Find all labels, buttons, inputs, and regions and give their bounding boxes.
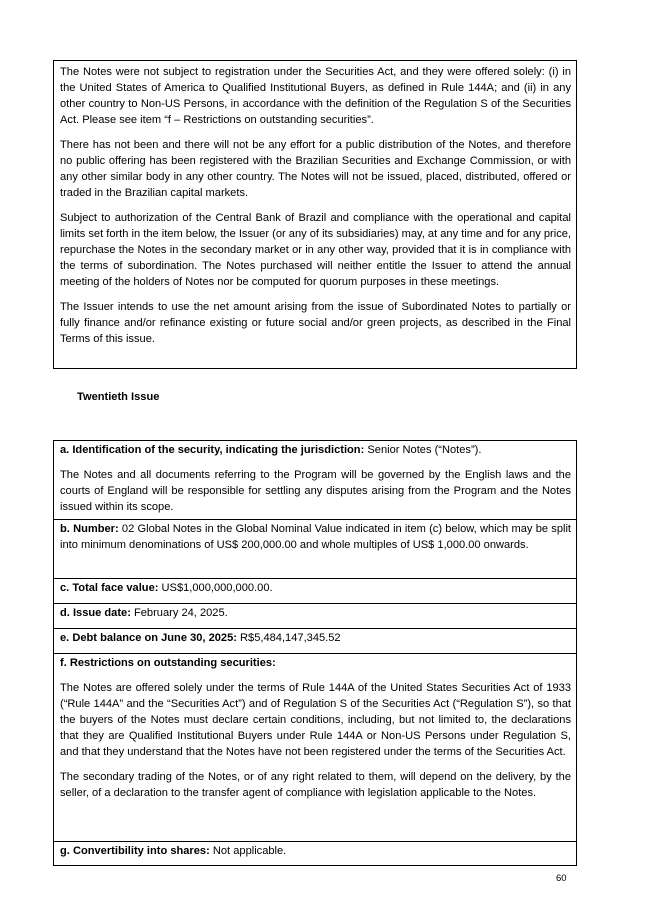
paragraph-use-of-proceeds: The Issuer intends to use the net amount arising from the issue of Subordinated Notes to partially or fully finance and/or refinance existing or future social and/or green projects, as described in the Final Terms of this issue.: [60, 301, 571, 345]
item-f-paragraph-secondary-trading: The secondary trading of the Notes, or of any right related to them, will depend on the delivery, by the seller, of a declaration to the transfer agent of compliance with legislation applicable to the Notes.: [60, 771, 571, 799]
paragraph-repurchase: Subject to authorization of the Central Bank of Brazil and compliance with the operational and capital limits set forth in the item below, the Issuer (or any of its subsidiaries) may, at any time and for any price, repurchase the Notes in the secondary market or in any other way, provided that it is in compliance with the terms of subordination. The Notes purchased will neither entitle the Issuer to attend the annual meeting of the holders of Notes nor be computed for quorum purposes in these meetings.: [60, 212, 571, 288]
item-g-value: Not applicable.: [209, 845, 287, 857]
item-e-value: R$5,484,147,345.52: [236, 632, 341, 644]
item-d-value: February 24, 2025.: [130, 607, 228, 619]
item-d-issue-date: [54, 604, 576, 629]
item-d-line: [60, 605, 571, 621]
item-f-paragraph-rule-144a: The Notes are offered solely under the terms of Rule 144A of the United States Securities Act of 1933 (“Rule 144A” and the “Securities Act”) and of Regulation S of the Securities Act (“Regulation S”), so that the buyers of the Notes must declare certain conditions, including, but not limited to, the declarations that they are Qualified Institutional Buyers under Rule 144A or Non-US Persons under Regulation S, and that they understand that the Notes have not been registered under the terms of the Securities Act.: [60, 682, 571, 758]
item-g-line: [60, 843, 571, 859]
item-a-governing-law: The Notes and all documents referring to the Program will be governed by the English laws and the courts of England will be responsible for settling any disputes arising from the Program and the Notes issued within its scope.: [60, 469, 571, 513]
item-b-label: b. Number:: [60, 523, 119, 535]
item-a-value: Senior Notes (“Notes”).: [364, 444, 482, 456]
item-f-label: f. Restrictions on outstanding securities:: [60, 657, 276, 669]
item-e-label: e. Debt balance on June 30, 2025:: [60, 632, 237, 644]
page-number: 60: [556, 873, 567, 884]
item-g-convertibility: [54, 842, 576, 865]
item-c-value: US$1,000,000,000.00.: [158, 582, 273, 594]
item-a-identification: [54, 441, 576, 520]
paragraph-no-public-offering: There has not been and there will not be any effort for a public distribution of the Notes, and therefore no public offering has been registered with the Brazilian Securities and Exchange Commission, or with any other similar body in any other country. The Notes will not be issued, placed, distributed, offered or traded in the Brazilian capital markets.: [60, 139, 571, 199]
item-c-total-face-value: [54, 579, 576, 604]
issue-details-table: [53, 440, 577, 866]
item-b-number: [54, 520, 576, 579]
item-d-label: d. Issue date:: [60, 607, 131, 619]
item-g-label: g. Convertibility into shares:: [60, 845, 210, 857]
item-b-value: 02 Global Notes in the Global Nominal Value indicated in item (c) below, which may be split into minimum denominations of US$ 200,000.00 and whole multiples of US$ 1,000.00 onwards.: [60, 523, 571, 551]
issue-heading: Twentieth Issue: [77, 391, 160, 403]
paragraph-registration: The Notes were not subject to registration under the Securities Act, and they were offered solely: (i) in the United States of America to Qualified Institutional Buyers, as defined in Rule 144A; and (ii) in any other country to Non-US Persons, in accordance with the definition of the Regulation S of the Securities Act. Please see item “f – Restrictions on outstanding securities”.: [60, 66, 571, 126]
item-f-line: [60, 655, 571, 671]
item-f-restrictions: [54, 654, 576, 842]
top-text-box: [53, 60, 577, 369]
item-b-line: [60, 521, 571, 553]
item-c-line: [60, 580, 571, 596]
item-c-label: c. Total face value:: [60, 582, 159, 594]
item-a-label: a. Identification of the security, indicating the jurisdiction:: [60, 444, 365, 456]
item-e-debt-balance: [54, 629, 576, 654]
item-e-line: [60, 630, 571, 646]
item-a-line: [60, 442, 571, 458]
